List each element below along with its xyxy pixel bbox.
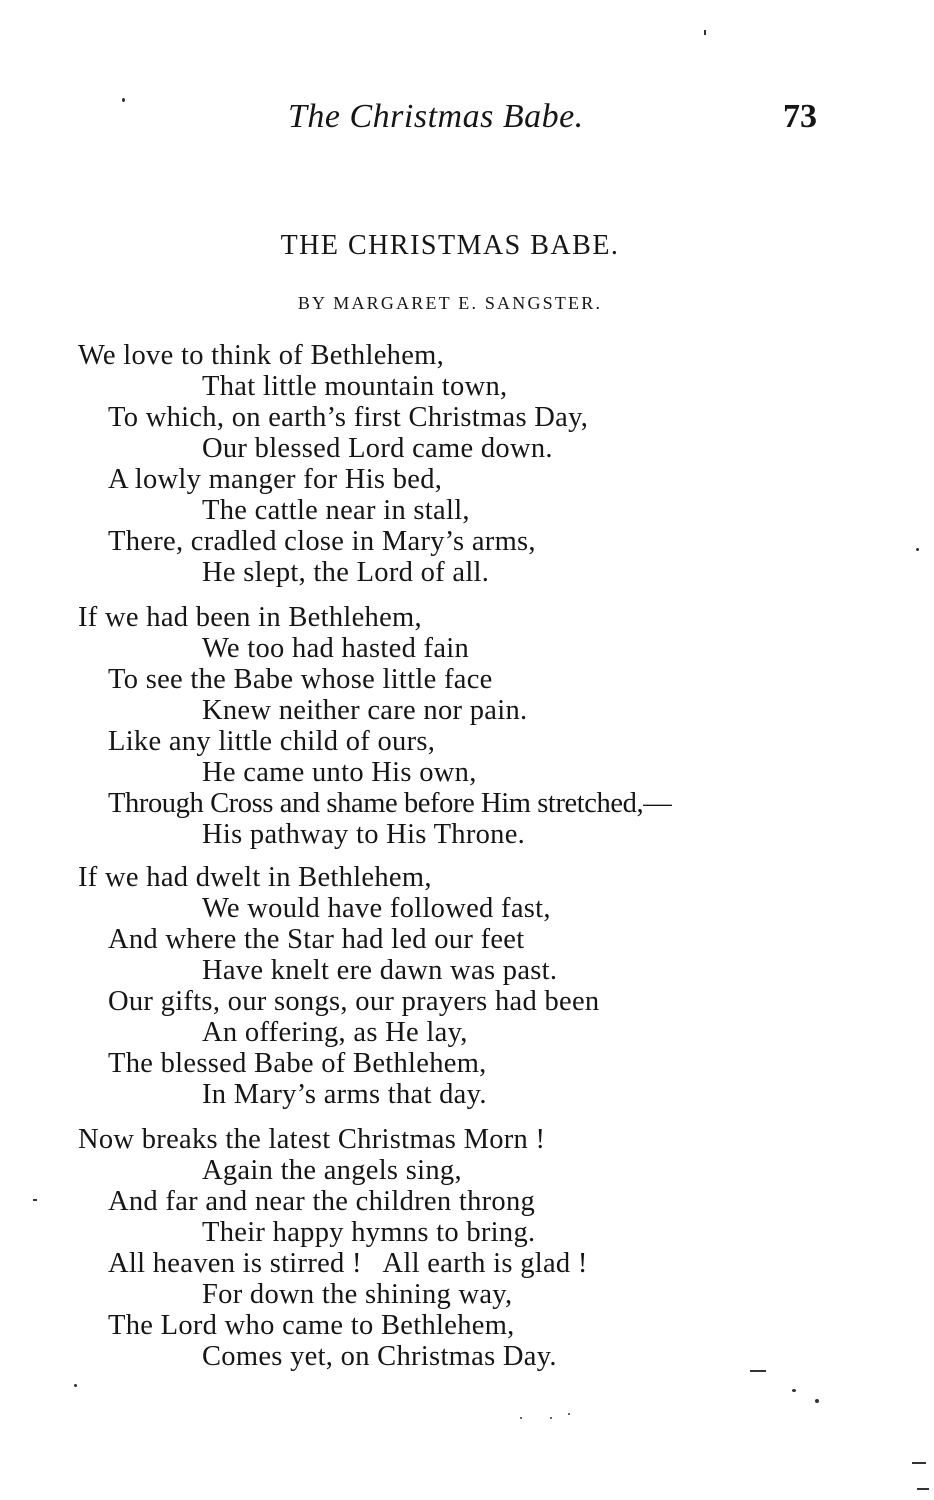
verse-line: Their happy hymns to bring. xyxy=(202,1217,536,1248)
verse-line: That little mountain town, xyxy=(202,371,508,402)
scan-speck xyxy=(916,548,919,551)
verse-line: The Lord who came to Bethlehem, xyxy=(108,1310,515,1341)
verse-line: Our blessed Lord came down. xyxy=(202,433,553,464)
scan-speck xyxy=(122,98,125,102)
verse-line: Like any little child of ours, xyxy=(108,726,436,757)
verse-line: A lowly manger for His bed, xyxy=(108,464,443,495)
scan-speck xyxy=(792,1389,796,1392)
verse-line: Our gifts, our songs, our prayers had been xyxy=(108,986,600,1017)
page-number: 73 xyxy=(783,98,817,135)
verse-line: An offering, as He lay, xyxy=(202,1017,468,1048)
scan-speck xyxy=(704,30,706,35)
verse-line: If we had been in Bethlehem, xyxy=(78,602,422,633)
verse-line: He slept, the Lord of all. xyxy=(202,557,490,588)
scan-speck xyxy=(917,1488,929,1490)
verse-line: His pathway to His Throne. xyxy=(202,819,526,850)
verse-line: Knew neither care nor pain. xyxy=(202,695,528,726)
verse-line: Now breaks the latest Christmas Morn ! xyxy=(78,1124,546,1155)
verse-line: If we had dwelt in Bethlehem, xyxy=(78,862,432,893)
verse-line: For down the shining way, xyxy=(202,1279,513,1310)
verse-line: We would have followed fast, xyxy=(202,893,551,924)
verse-line: In Mary’s arms that day. xyxy=(202,1079,487,1110)
verse-line: Again the angels sing, xyxy=(202,1155,462,1186)
verse-line: Through Cross and shame before Him stretched,— xyxy=(108,788,672,819)
verse-line: To see the Babe whose little face xyxy=(108,664,493,695)
verse-line: He came unto His own, xyxy=(202,757,477,788)
scan-speck xyxy=(74,1384,77,1387)
scan-speck xyxy=(568,1413,570,1415)
verse-line: All heaven is stirred ! All earth is glad ! xyxy=(108,1248,588,1279)
poem-title: THE CHRISTMAS BABE. xyxy=(280,230,620,261)
scan-speck xyxy=(33,1199,37,1201)
scan-speck xyxy=(550,1417,552,1419)
scan-speck xyxy=(520,1417,522,1419)
verse-line: The blessed Babe of Bethlehem, xyxy=(108,1048,487,1079)
poem-byline: BY MARGARET E. SANGSTER. xyxy=(297,293,603,313)
verse-line: And where the Star had led our feet xyxy=(108,924,525,955)
verse-line: To which, on earth’s first Christmas Day, xyxy=(108,402,589,433)
running-title: The Christmas Babe. xyxy=(288,98,584,135)
verse-line: There, cradled close in Mary’s arms, xyxy=(108,526,536,557)
verse-line: We too had hasted fain xyxy=(202,633,470,664)
verse-line: The cattle near in stall, xyxy=(202,495,470,526)
verse-line: Have knelt ere dawn was past. xyxy=(202,955,558,986)
running-header xyxy=(0,98,934,148)
scan-speck xyxy=(912,1462,926,1464)
verse-line: And far and near the children throng xyxy=(108,1186,536,1217)
scan-speck xyxy=(750,1370,766,1372)
scan-speck xyxy=(815,1399,819,1403)
verse-line: We love to think of Bethlehem, xyxy=(78,340,445,371)
verse-line: Comes yet, on Christmas Day. xyxy=(202,1341,557,1372)
